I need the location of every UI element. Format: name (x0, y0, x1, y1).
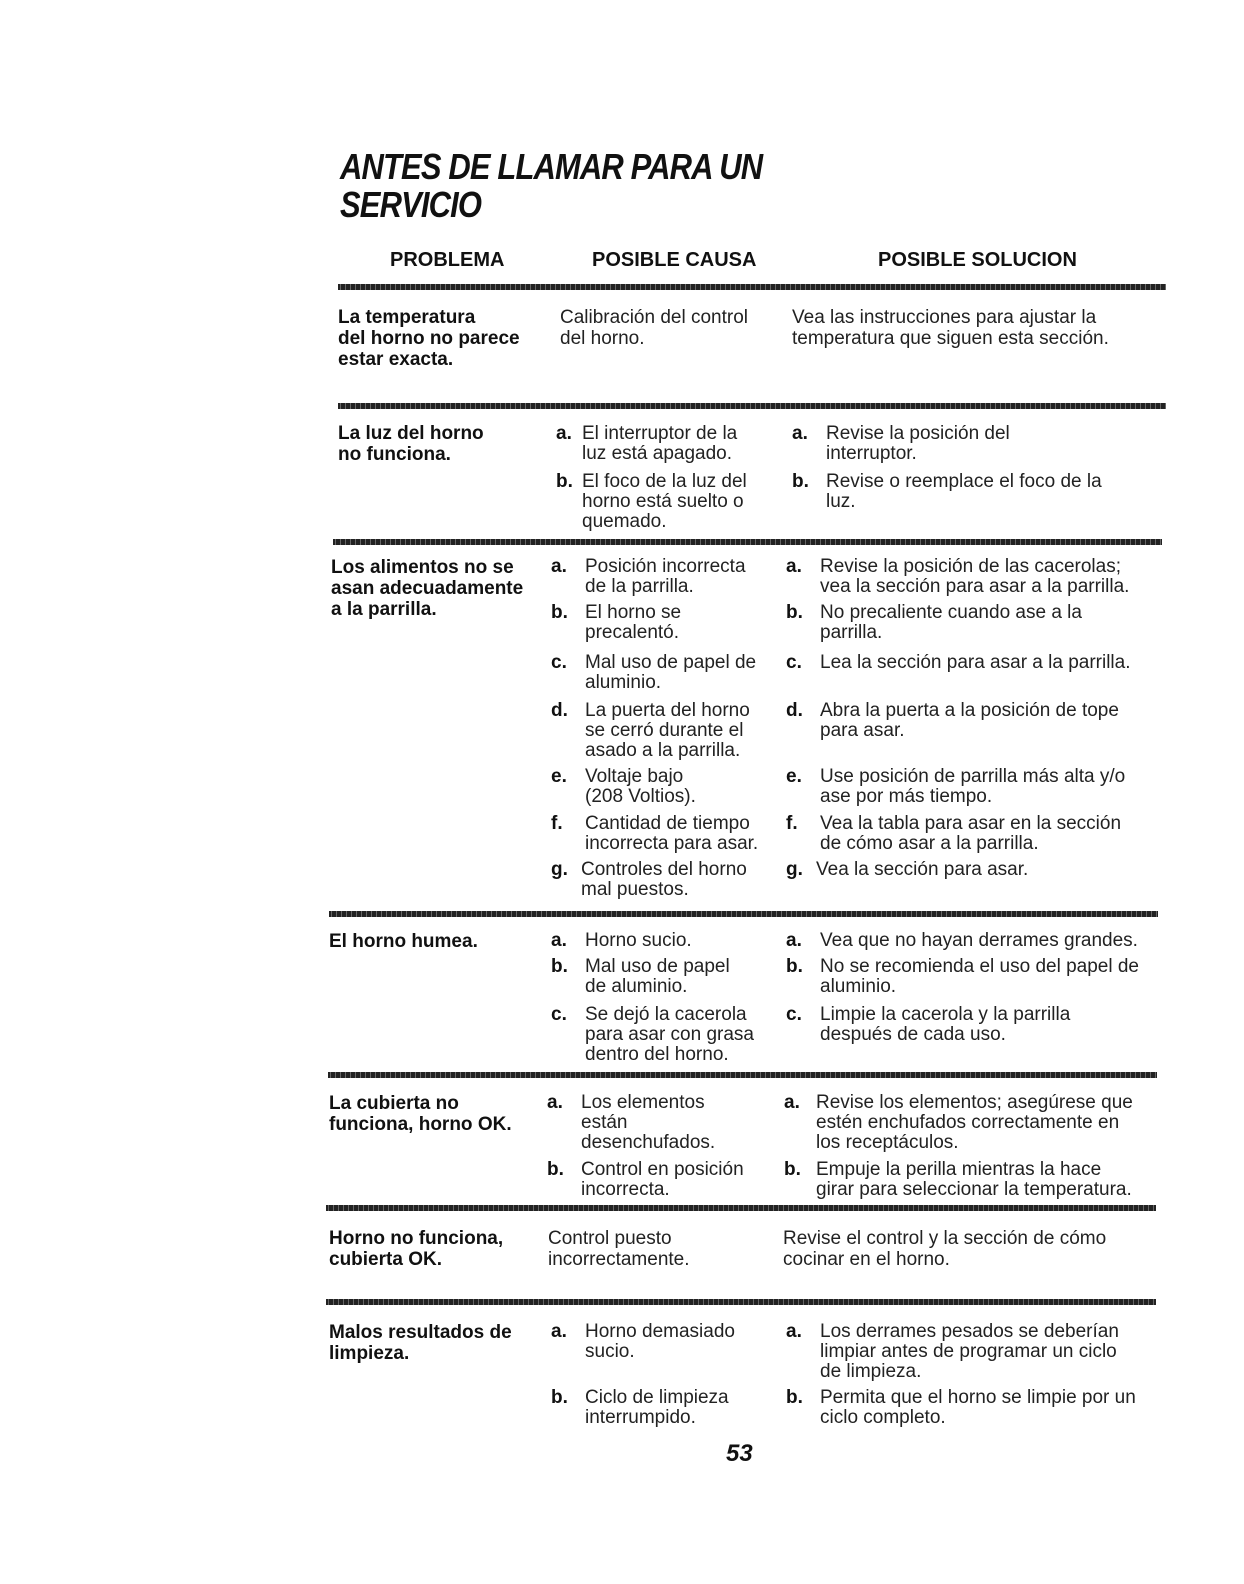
item-text: La puerta del horno se cerró durante el asado a la parrilla. (585, 700, 750, 761)
item-letter: a. (792, 423, 808, 444)
item-text: Vea la tabla para asar en la sección de cómo asar a la parrilla. (820, 813, 1122, 854)
item-text: Ciclo de limpieza interrumpido. (585, 1387, 729, 1428)
page-title: ANTES DE LLAMAR PARA UN SERVICIO (340, 146, 763, 225)
item-letter: c. (786, 652, 802, 673)
item-letter: a. (786, 930, 802, 951)
item-letter: b. (556, 471, 573, 492)
item-letter: a. (547, 1092, 563, 1113)
problem-text: La luz del horno no funciona. (338, 423, 484, 465)
divider (329, 911, 1158, 917)
solution-text: Vea las instrucciones para ajustar la temperatura que siguen esta sección. (792, 307, 1109, 349)
item-text: Permita que el horno se limpie por un ciclo completo. (820, 1387, 1136, 1428)
item-text: Controles del horno mal puestos. (581, 859, 747, 900)
item-text: Vea que no hayan derrames grandes. (820, 930, 1138, 951)
solution-item (786, 931, 1138, 951)
item-letter: f. (551, 813, 563, 834)
cause-item (551, 603, 681, 643)
cause-text: Control puesto incorrectamente. (548, 1228, 690, 1270)
item-text: Use posición de parrilla más alta y/o ase por más tiempo. (820, 766, 1126, 807)
item-letter: a. (551, 1321, 567, 1342)
cause-item (551, 701, 750, 761)
problem-text: Horno no funciona, cubierta OK. (329, 1228, 504, 1270)
item-text: Posición incorrecta de la parrilla. (585, 556, 746, 597)
item-text: No precaliente cuando ase a la parrilla. (820, 602, 1082, 643)
item-letter: a. (784, 1092, 800, 1113)
solution-item (786, 603, 1082, 643)
item-letter: f. (786, 813, 798, 834)
item-letter: b. (786, 1387, 803, 1408)
item-letter: c. (551, 652, 567, 673)
item-text: Abra la puerta a la posición de tope para asar. (820, 700, 1119, 741)
item-letter: d. (551, 700, 568, 721)
item-text: Horno sucio. (585, 930, 692, 951)
header-cause: POSIBLE CAUSA (592, 249, 757, 271)
solution-item (786, 701, 1119, 741)
item-letter: c. (551, 1004, 567, 1025)
cause-text: Calibración del control del horno. (560, 307, 748, 349)
item-text: Revise o reemplace el foco de la luz. (826, 471, 1102, 512)
item-text: El foco de la luz del horno está suelto o quemado. (582, 471, 747, 532)
cause-item (551, 1005, 754, 1065)
item-letter: g. (551, 859, 568, 880)
cause-item (556, 424, 737, 464)
solution-item (786, 767, 1125, 807)
page-number: 53 (726, 1440, 753, 1467)
item-letter: a. (556, 423, 572, 444)
item-letter: a. (786, 1321, 802, 1342)
item-text: Lea la sección para asar a la parrilla. (820, 652, 1131, 673)
cause-item (551, 767, 696, 807)
problem-text: Los alimentos no se asan adecuadamente a la parrilla. (331, 557, 524, 620)
cause-item (551, 557, 746, 597)
item-text: Revise la posición de las cacerolas; vea la sección para asar a la parrilla. (820, 556, 1130, 597)
problem-text: Malos resultados de limpieza. (329, 1322, 512, 1364)
item-letter: a. (786, 556, 802, 577)
problem-text: La temperatura del horno no parece estar exacta. (338, 307, 520, 370)
item-text: Limpie la cacerola y la parrilla después de cada uso. (820, 1004, 1071, 1045)
item-letter: b. (551, 1387, 568, 1408)
header-solution: POSIBLE SOLUCION (878, 249, 1077, 271)
item-text: Voltaje bajo (208 Voltios). (585, 766, 696, 807)
solution-item (786, 814, 1121, 854)
item-text: El interruptor de la luz está apagado. (582, 423, 738, 464)
problem-text: El horno humea. (329, 931, 478, 952)
cause-item (551, 1322, 735, 1362)
divider (338, 403, 1166, 409)
solution-text: Revise el control y la sección de cómo cocinar en el horno. (783, 1228, 1107, 1270)
item-letter: a. (551, 556, 567, 577)
divider (333, 539, 1162, 545)
item-letter: c. (786, 1004, 802, 1025)
item-text: Mal uso de papel de aluminio. (585, 956, 730, 997)
item-text: Cantidad de tiempo incorrecta para asar. (585, 813, 759, 854)
divider (326, 1205, 1156, 1211)
solution-item (784, 1160, 1132, 1200)
item-letter: g. (786, 859, 803, 880)
item-letter: b. (786, 956, 803, 977)
item-letter: b. (551, 956, 568, 977)
cause-item (551, 653, 756, 693)
solution-item (786, 1005, 1070, 1045)
cause-item (547, 1160, 744, 1200)
solution-item (786, 653, 1131, 673)
item-text: Vea la sección para asar. (816, 859, 1029, 880)
item-text: Los elementos están desenchufados. (581, 1092, 716, 1153)
divider (338, 284, 1166, 290)
item-letter: e. (551, 766, 567, 787)
cause-item (551, 957, 730, 997)
item-text: Empuje la perilla mientras la hace girar para seleccionar la temperatura. (816, 1159, 1132, 1200)
item-text: Mal uso de papel de aluminio. (585, 652, 757, 693)
item-text: Revise los elementos; asegúrese que estén enchufados correctamente en los receptáculos. (816, 1092, 1133, 1153)
solution-item (784, 1093, 1133, 1153)
divider (328, 1072, 1157, 1078)
cause-item (551, 814, 758, 854)
item-letter: d. (786, 700, 803, 721)
item-text: Control en posición incorrecta. (581, 1159, 744, 1200)
cause-item (551, 1388, 729, 1428)
solution-item (786, 1322, 1119, 1382)
solution-item (786, 1388, 1136, 1428)
item-letter: b. (792, 471, 809, 492)
item-text: Revise la posición del interruptor. (826, 423, 1010, 464)
item-letter: b. (547, 1159, 564, 1180)
solution-item (786, 860, 1028, 880)
cause-item (551, 860, 747, 900)
solution-item (786, 557, 1129, 597)
solution-item (792, 424, 1010, 464)
cause-item (556, 472, 747, 532)
cause-item (547, 1093, 715, 1153)
item-text: El horno se precalentó. (585, 602, 682, 643)
item-letter: b. (551, 602, 568, 623)
header-problem: PROBLEMA (390, 249, 505, 271)
item-text: Los derrames pesados se deberían limpiar antes de programar un ciclo de limpieza. (820, 1321, 1119, 1382)
item-text: Se dejó la cacerola para asar con grasa dentro del horno. (585, 1004, 754, 1065)
solution-item (786, 957, 1139, 997)
item-letter: b. (784, 1159, 801, 1180)
solution-item (792, 472, 1102, 512)
divider (326, 1299, 1156, 1305)
cause-item (551, 931, 692, 951)
item-letter: e. (786, 766, 802, 787)
item-text: No se recomienda el uso del papel de aluminio. (820, 956, 1139, 997)
item-letter: b. (786, 602, 803, 623)
problem-text: La cubierta no funciona, horno OK. (329, 1093, 512, 1135)
item-letter: a. (551, 930, 567, 951)
item-text: Horno demasiado sucio. (585, 1321, 735, 1362)
